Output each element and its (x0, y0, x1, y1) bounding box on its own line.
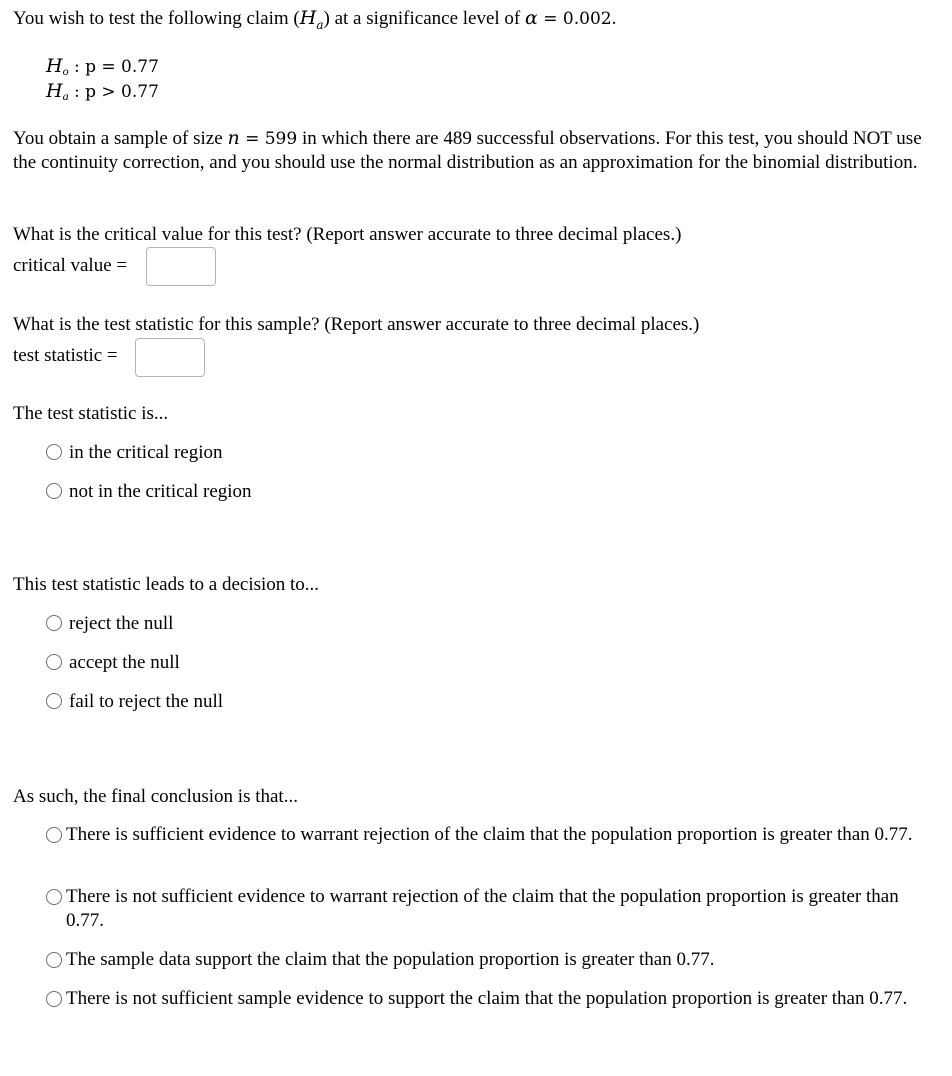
null-rest: : p = 0.77 (68, 57, 159, 77)
option-label: There is sufficient evidence to warrant rejection of the claim that the population proportion is greater than 0.77. (66, 824, 913, 845)
region-prompt: The test statistic is... (13, 403, 169, 424)
radio-button[interactable] (46, 444, 62, 460)
ha-symbol: H (299, 7, 317, 29)
alt-symbol: H (46, 80, 63, 102)
decision-prompt: This test statistic leads to a decision to... (13, 574, 320, 595)
sample-before-n: You obtain a sample of size (13, 128, 228, 149)
option-label: not in the critical region (69, 481, 252, 502)
radio-button[interactable] (46, 654, 62, 670)
test-statistic-input[interactable] (135, 338, 205, 377)
test-statistic-label: test statistic = (13, 345, 118, 366)
radio-button[interactable] (46, 952, 62, 968)
alpha-value: 0.002 (562, 9, 612, 29)
alpha-equals: = (537, 9, 563, 29)
n-value: = 599 (239, 129, 298, 149)
alt-hypothesis (46, 79, 159, 108)
option-label: accept the null (69, 652, 180, 673)
option-label: in the critical region (69, 442, 223, 463)
intro-middle: ) at a significance level of (323, 8, 526, 29)
option-label: There is not sufficient evidence to warrant rejection of the claim that the population proportion is greater than 0.77. (66, 886, 899, 931)
region-option-in[interactable] (46, 441, 223, 465)
option-label: The sample data support the claim that the population proportion is greater than 0.77. (66, 949, 715, 970)
radio-button[interactable] (46, 827, 62, 843)
conclusion-option-1[interactable] (46, 823, 936, 847)
option-label: fail to reject the null (69, 691, 224, 712)
region-option-not-in[interactable] (46, 480, 252, 504)
conclusion-option-2[interactable] (46, 885, 936, 933)
radio-button[interactable] (46, 991, 62, 1007)
conclusion-option-4[interactable] (46, 987, 936, 1011)
conclusion-prompt: As such, the final conclusion is that... (13, 786, 298, 807)
decision-option-reject[interactable] (46, 612, 173, 636)
sample-description (13, 126, 938, 175)
critical-value-label: critical value = (13, 255, 128, 276)
sample-after-n: in which there are 489 successful observations. For this test, you should NOT use the continuity correction, and you should use the normal distribution as an approximation for the binomial distribution. (13, 128, 922, 173)
intro-text (13, 6, 938, 37)
radio-button[interactable] (46, 615, 62, 631)
alpha-symbol: α (525, 7, 538, 29)
intro-prefix: You wish to test the following claim ( (13, 8, 300, 29)
intro-suffix: . (611, 8, 617, 29)
option-label: reject the null (69, 613, 174, 634)
null-symbol: H (46, 55, 63, 77)
alt-sub: a (62, 89, 69, 103)
conclusion-option-3[interactable] (46, 948, 936, 972)
radio-button[interactable] (46, 483, 62, 499)
decision-option-accept[interactable] (46, 651, 180, 675)
alt-rest: : p > 0.77 (68, 82, 159, 102)
radio-button[interactable] (46, 693, 62, 709)
test-statistic-question: What is the test statistic for this sample? (Report answer accurate to three decimal places.) (13, 314, 700, 335)
radio-button[interactable] (46, 889, 62, 905)
n-symbol: n (227, 127, 240, 149)
critical-value-input[interactable] (146, 247, 216, 286)
option-label: There is not sufficient sample evidence to support the claim that the population proportion is greater than 0.77. (66, 988, 908, 1009)
critical-value-question: What is the critical value for this test? (Report answer accurate to three decimal places.) (13, 224, 682, 245)
decision-option-fail-to-reject[interactable] (46, 690, 223, 714)
ha-sub: a (316, 17, 324, 32)
null-sub: o (62, 64, 69, 78)
